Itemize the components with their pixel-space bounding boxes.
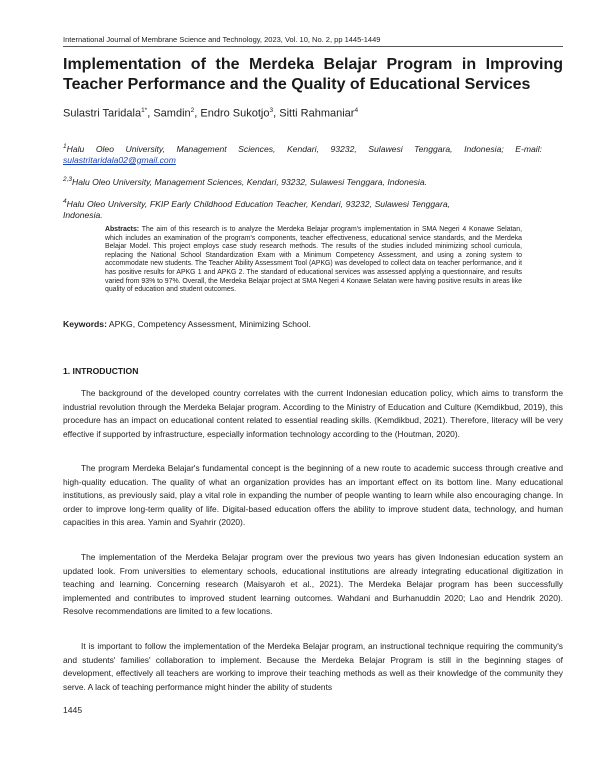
affiliation-sup: 2,3 [63, 176, 73, 183]
author-sup: 4 [354, 107, 359, 114]
author-email-link[interactable]: sulastritaridala02@gmail.com [63, 154, 176, 165]
keywords-label: Keywords: [63, 319, 107, 329]
affiliation-3 [63, 196, 450, 221]
paragraph: The implementation of the Merdeka Belajar program over the previous two years has given Indonesian education system an updated look. From universities to elementary schools, educational institutions are already integrating educational digitization in teaching and learning. Concerning research (Maisyaroh et al., 2021). The Merdeka Belajar program has been successfully implemented and contributes to improved student learning outcomes. Wahdani and Burhanuddin 2020; Lao and Hendrik 2020). Resolve recommendations are limited to a few locations. [63, 552, 563, 617]
section-heading: 1. INTRODUCTION [63, 366, 139, 376]
affiliation-text: Halu Oleo University, FKIP Early Childhood Education Teacher, Kendari, 93232, Sulawesi Tenggara, Indonesia. [63, 198, 450, 220]
running-header: International Journal of Membrane Science and Technology, 2023, Vol. 10, No. 2, pp 1445-1449 [63, 35, 381, 44]
abstract-text: The aim of this research is to analyze the Merdeka Belajar program's implementation in SMA Negeri 4 Konawe Selatan, which includes an examination of the program's components, teacher effectiveness, educational service standards, and the Merdeka Belajar Model. This project employs case study research methods. The results of the studies included minimizing school curricula, replacing the National School Standardization Exam with a Minimum Competency Assessment, and using a zoning system to accommodate new students. The Teacher Ability Assessment Tool (APKG) was developed to collect data on teacher performance, and it has positive results for APKG 1 and APKG 2. The standard of educational services was assessed applying a questionnaire, and results varied from 93% to 97%. Overall, the Merdeka Belajar project at SMA Negeri 4 Konawe Selatan were having positive results in areas like quality of education and student outcomes. [105, 226, 522, 294]
keywords-text: APKG, Competency Assessment, Minimizing School. [108, 319, 311, 329]
author-name: Samdin [153, 107, 191, 120]
affiliation-sup: 4 [63, 198, 67, 205]
abstract-label: Abstracts: [105, 226, 140, 233]
author-name: Sulastri Taridala [63, 107, 142, 120]
affiliation-sup: 1 [63, 143, 67, 150]
paragraph: The background of the developed country correlates with the current Indonesian education policy, which aims to transform the industrial revolution through the Merdeka Belajar program. According to the Ministry of Education and Culture (Kemdikbud, 2019), this procedure has an impact on educational content related to essential reading skills. (Kemdikbud, 2021). Therefore, literacy will be very effective if supported by infrastructure, especially information technology according to the (Houtman, 2020). [63, 388, 563, 439]
author-sup: 1* [141, 107, 148, 114]
author-sup: 2 [190, 107, 195, 114]
affiliation-text: Halu Oleo University, Management Sciences, Kendari, 93232, Sulawesi Tenggara, Indonesia. [72, 176, 427, 187]
affiliation-1 [63, 141, 542, 166]
author-name: Sitti Rahmaniar [279, 107, 355, 120]
paragraph: The program Merdeka Belajar's fundamental concept is the beginning of a new route to academic success through creative and high-quality education. The quality of what an organization provides has an important effect on its bottom line. Many educational institutions, as previously said, play a vital role in expanding the number of people wanting to learn while also encouraging change. In order to improve long-term quality of life. Digital-based education offers the ability to improve student data, technology, and human capacities in this area. Yamin and Syahrir (2020). [63, 463, 563, 528]
affiliation-text: Halu Oleo University, Management Sciences, Kendari, 93232, Sulawesi Tenggara, Indonesia; E-mail: [66, 143, 542, 154]
affiliation-2 [63, 174, 542, 188]
paper-title: Implementation of the Merdeka Belajar Program in Improving Teacher Performance and the Quality of Educational Services [63, 56, 563, 93]
header-divider [63, 46, 563, 47]
paragraph: It is important to follow the implementation of the Merdeka Belajar program, an instructional technique requiring the community's and students' families' collaboration to implement. Because the Merdeka Belajar Program is still in the beginning stages of development, effectively all teachers are working to improve their teaching methods as well as their knowledge of the community they serve. A lack of teaching performance might hinder the ability of students [63, 641, 563, 692]
author-list: Sulastri Taridala$^{1*}$, Samdin$^2$, Endro Sukotjo$^3$, Sitti Rahmaniar$^4$ [63, 107, 359, 120]
author-sup: 3 [269, 107, 274, 114]
abstract [105, 226, 522, 295]
author-name: Endro Sukotjo [200, 107, 270, 120]
keywords [63, 319, 311, 329]
page-number: 1445 [63, 705, 83, 715]
